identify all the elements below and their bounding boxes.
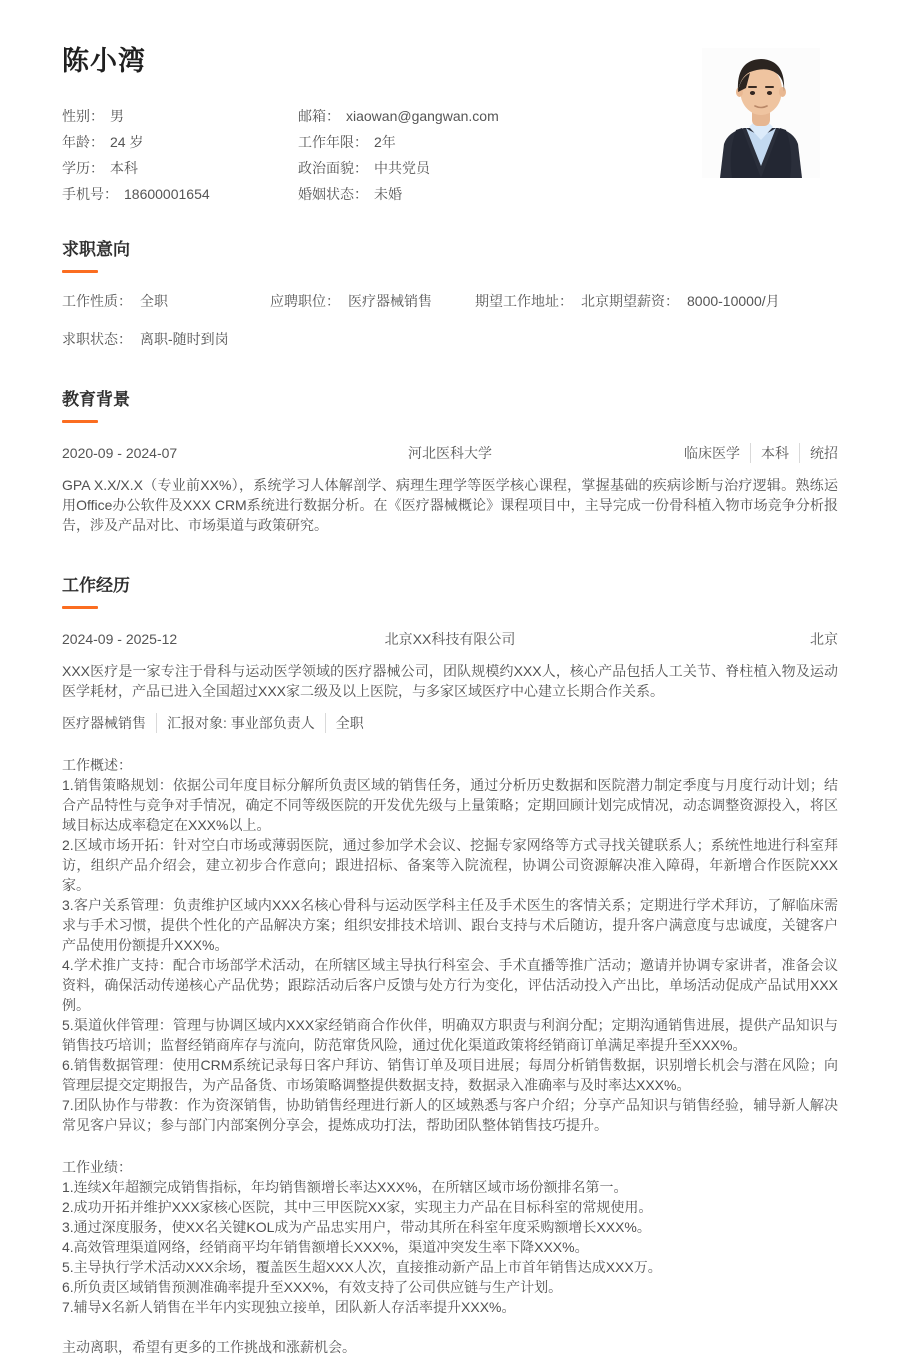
info-value: 未婚	[374, 186, 402, 202]
work-overview-item: 1.销售策略规划：依据公司年度目标分解所负责区域的销售任务，通过分析历史数据和医院潜力制定季度与月度行动计划；结合产品特性与竞争对手情况，确定不同等级医院的开发优先级与上量策略；定期回顾计划完成情况，动态调整资源投入，将区域目标达成率稳定在XXX%以上。	[62, 777, 838, 833]
job-intent-item	[62, 291, 270, 311]
intent-value: 8000-10000/月	[687, 293, 780, 309]
education-tag: 本科	[750, 443, 789, 463]
work-role-item: 全职	[325, 713, 364, 733]
info-label: 手机号：	[62, 186, 118, 202]
job-intent-row	[62, 291, 838, 311]
section-job-intent	[62, 239, 838, 349]
work-achievement-item: 3.通过深度服务，使XX名关键KOL成为产品忠实用户，带动其所在科室年度采购额增长XXX%。	[62, 1219, 651, 1235]
work-achievement-item: 4.高效管理渠道网络，经销商平均年销售额增长XXX%，渠道冲突发生率下降XXX%。	[62, 1239, 589, 1255]
work-achievements-title: 工作业绩：	[62, 1159, 132, 1175]
intent-value: 医疗器械销售	[348, 293, 432, 309]
work-role-item: 汇报对象: 事业部负责人	[156, 713, 315, 733]
education-tag: 统招	[799, 443, 838, 463]
work-achievement-item: 5.主导执行学术活动XXX余场，覆盖医生超XXX人次，直接推动新产品上市首年销售达成XXX万。	[62, 1259, 662, 1275]
info-label: 政治面貌：	[298, 160, 368, 176]
intent-label: 工作性质：	[62, 293, 132, 309]
job-intent-status-row	[62, 329, 838, 349]
work-location: 北京	[810, 631, 838, 647]
info-label: 年龄：	[62, 134, 104, 150]
job-intent-item	[270, 291, 475, 311]
info-label: 婚姻状态：	[298, 186, 368, 202]
section-work	[62, 575, 838, 1357]
education-description: GPA X.X/X.X（专业前XX%），系统学习人体解剖学、病理生理学等医学核心课程，掌握基础的疾病诊断与治疗逻辑。熟练运用Office办公软件及XXX CRM系统进行数据分析。在《医疗器械概论》课程项目中，主导完成一份骨科植入物市场竞争分析报告，涉及产品对比、市场渠道与政策研究。	[62, 477, 838, 533]
applicant-photo-illustration	[702, 48, 820, 178]
info-label: 工作年限：	[298, 134, 368, 150]
section-title-work: 工作经历	[62, 576, 130, 595]
education-header-row	[62, 443, 838, 463]
work-overview-list	[62, 775, 838, 1135]
work-overview-title: 工作概述：	[62, 757, 132, 773]
work-header-row	[62, 629, 838, 649]
personal-info-item	[62, 155, 298, 181]
info-label: 邮箱：	[298, 108, 340, 124]
personal-info-grid	[62, 103, 622, 207]
intent-value: 全职	[140, 293, 168, 309]
work-achievement-item: 7.辅导X名新人销售在半年内实现独立接单，团队新人存活率提升XXX%。	[62, 1299, 516, 1315]
work-period: 2024-09 - 2025-12	[62, 631, 178, 647]
info-value: 男	[110, 108, 124, 124]
company-intro: XXX医疗是一家专注于骨科与运动医学领域的医疗器械公司，团队规模约XXX人，核心产品包括人工关节、脊柱植入物及运动医学耗材，产品已进入全国超过XXX家二级及以上医院，与多家区域医疗中心建立长期合作关系。	[62, 663, 838, 699]
work-company: 北京XX科技有限公司	[384, 631, 516, 647]
work-role-line	[62, 713, 838, 733]
info-value: 中共党员	[374, 160, 430, 176]
personal-info-item	[298, 155, 622, 181]
intent-label: 应聘职位：	[270, 293, 340, 309]
section-underline	[62, 270, 98, 273]
personal-info-item	[62, 129, 298, 155]
section-underline	[62, 420, 98, 423]
info-value: xiaowan@gangwan.com	[346, 108, 499, 124]
work-overview-item: 2.区域市场开拓：针对空白市场或薄弱医院，通过参加学术会议、挖掘专家网络等方式寻找关键联系人；系统性地进行科室拜访，组织产品介绍会，建立初步合作意向；跟进招标、备案等入院流程，协调公司资源解决准入障碍，年新增合作医院XXX家。	[62, 837, 838, 893]
applicant-name: 陈小湾	[62, 46, 146, 76]
info-value: 本科	[110, 160, 138, 176]
info-value: 2年	[374, 134, 396, 150]
intent-value: 北京	[581, 293, 609, 309]
info-label: 性别：	[62, 108, 104, 124]
intent-label: 求职状态：	[62, 331, 132, 347]
work-overview-item: 4.学术推广支持：配合市场部学术活动，在所辖区域主导执行科室会、手术直播等推广活动；邀请并协调专家讲者，准备会议资料，确保活动传递核心产品优势；跟踪活动后客户反馈与处方行为变化，评估活动投入产出比，单场活动促成产品试用XXX例。	[62, 957, 838, 1013]
personal-info-item	[62, 103, 298, 129]
education-period: 2020-09 - 2024-07	[62, 445, 178, 461]
intent-value: 离职-随时到岗	[140, 331, 229, 347]
work-achievements-list	[62, 1177, 838, 1317]
personal-info-item	[298, 103, 622, 129]
intent-label: 期望工作地址：	[475, 293, 573, 309]
work-overview-item: 3.客户关系管理：负责维护区域内XXX名核心骨科与运动医学科主任及手术医生的客情关系；定期进行学术拜访，了解临床需求与手术习惯，提供个性化的产品解决方案；组织安排技术培训、跟台支持与术后随访，提升客户满意度与忠诚度，关键客户产品使用份额提升XXX%。	[62, 897, 838, 953]
work-achievement-item: 1.连续X年超额完成销售指标，年均销售额增长率达XXX%，在所辖区域市场份额排名第一。	[62, 1179, 628, 1195]
education-school: 河北医科大学	[408, 445, 492, 461]
personal-info-item	[298, 129, 622, 155]
personal-info-item	[298, 181, 622, 207]
work-role-item: 医疗器械销售	[62, 715, 146, 731]
work-achievement-item: 6.所负责区域销售预测准确率提升至XXX%，有效支持了公司供应链与生产计划。	[62, 1279, 563, 1295]
education-tags	[492, 443, 838, 463]
job-intent-item	[475, 291, 609, 311]
personal-info-item	[62, 181, 298, 207]
work-overview-item: 7.团队协作与带教：作为资深销售，协助销售经理进行新人的区域熟悉与客户介绍；分享产品知识与销售经验，辅导新人解决常见客户异议；参与部门内部案例分享会，提炼成功打法，帮助团队整体销售技巧提升。	[62, 1097, 838, 1133]
education-tag: 临床医学	[684, 445, 740, 461]
work-achievement-item: 2.成功开拓并维护XXX家核心医院，其中三甲医院XX家，实现主力产品在目标科室的常规使用。	[62, 1199, 653, 1215]
intent-label: 期望薪资：	[609, 293, 679, 309]
info-value: 24 岁	[110, 134, 144, 150]
info-label: 学历：	[62, 160, 104, 176]
job-intent-item	[609, 291, 780, 311]
leaving-reason: 主动离职，希望有更多的工作挑战和涨薪机会。	[62, 1339, 356, 1355]
section-title-job-intent: 求职意向	[62, 240, 130, 259]
work-overview-item: 6.销售数据管理：使用CRM系统记录每日客户拜访、销售订单及项目进展；每周分析销售数据，识别增长机会与潜在风险；向管理层提交定期报告，为产品备货、市场策略调整提供数据支持，数据录入准确率与及时率达XXX%。	[62, 1057, 838, 1093]
section-title-education: 教育背景	[62, 390, 130, 409]
info-value: 18600001654	[124, 186, 210, 202]
section-underline	[62, 606, 98, 609]
section-education	[62, 389, 838, 535]
work-overview-item: 5.渠道伙伴管理：管理与协调区域内XXX家经销商合作伙伴，明确双方职责与利润分配；定期沟通销售进展，提供产品知识与销售技巧培训；监督经销商库存与流向，防范窜货风险，通过优化渠道政策将经销商订单满足率提升至XXX%。	[62, 1017, 838, 1053]
applicant-photo	[702, 48, 820, 178]
